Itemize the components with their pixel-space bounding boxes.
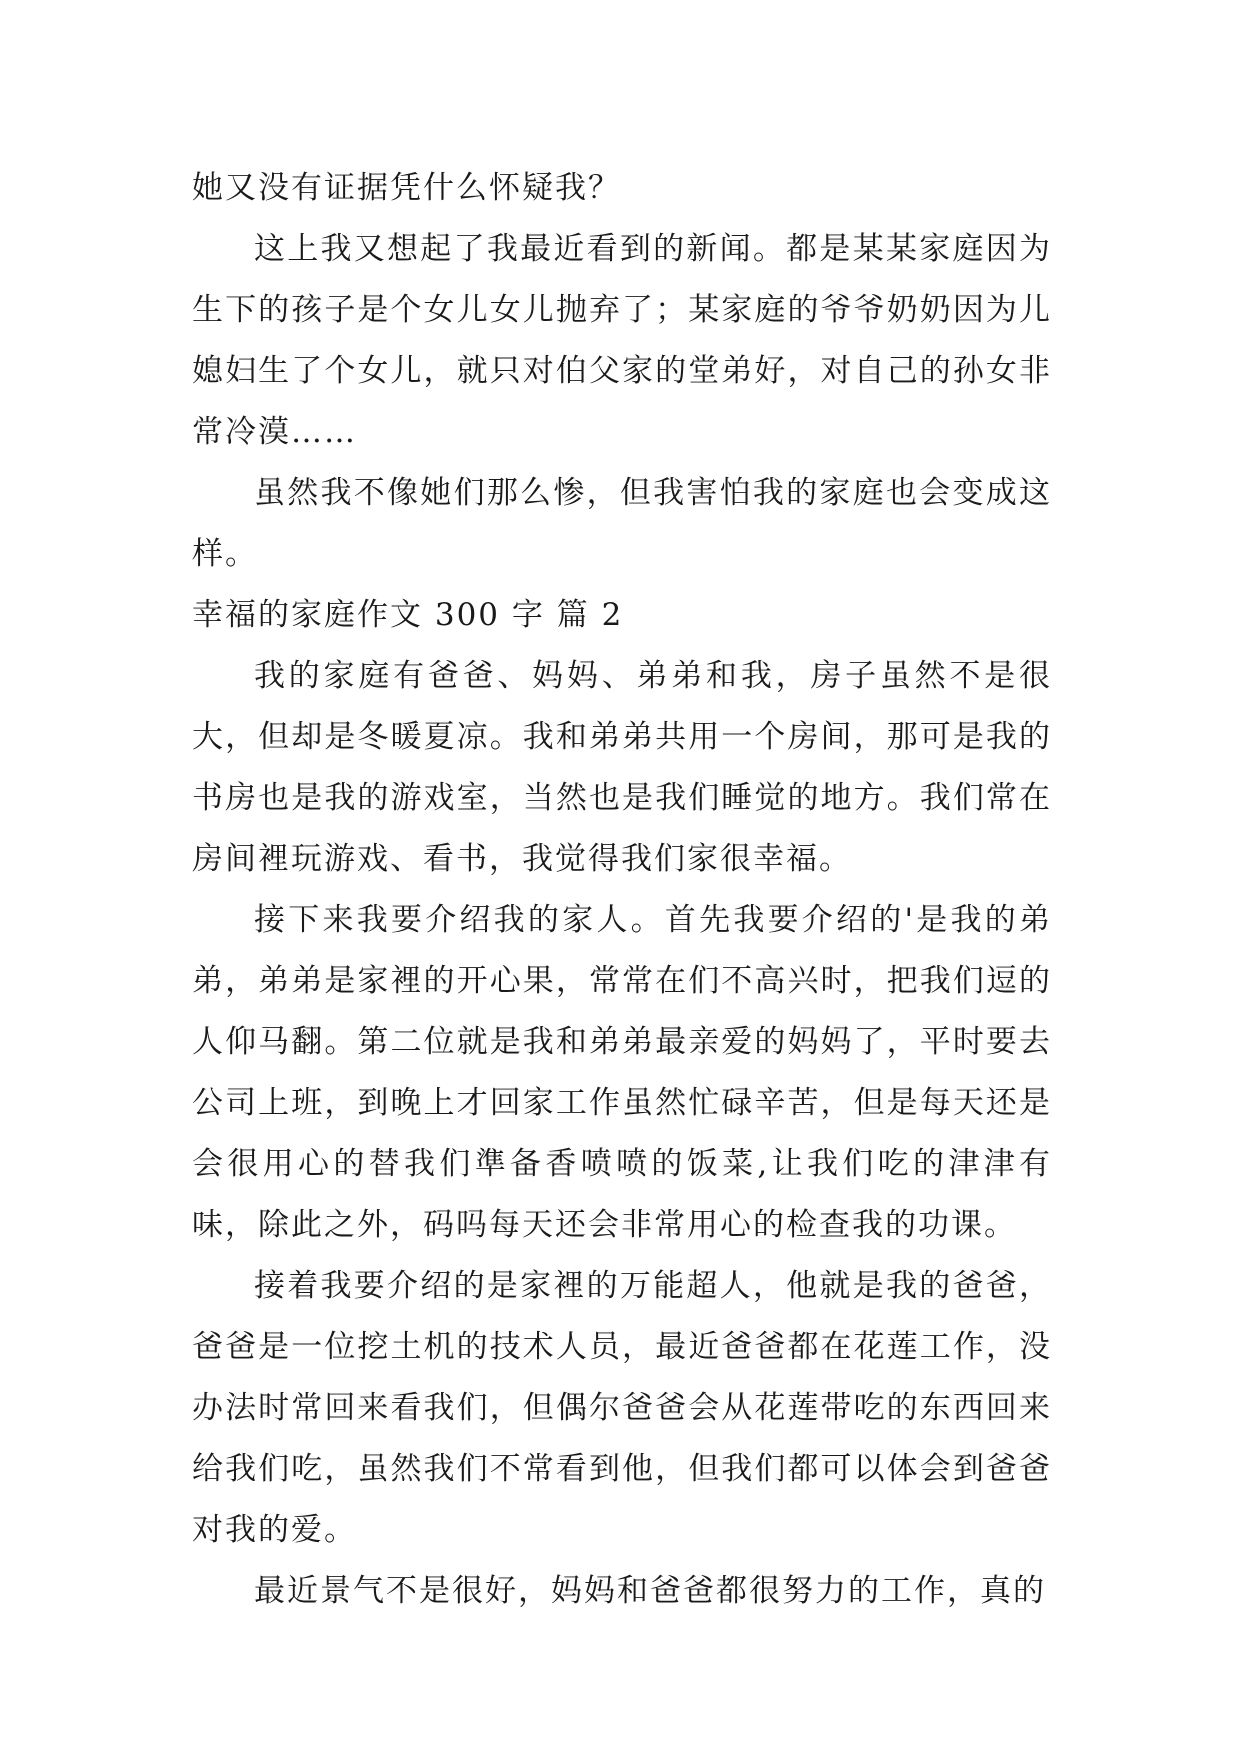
paragraph: 我的家庭有爸爸、妈妈、弟弟和我，房子虽然不是很大，但却是冬暖夏凉。我和弟弟共用一个房间，那可是我的书房也是我的游戏室，当然也是我们睡觉的地方。我们常在房间裡玩游戏、看书，我觉得我们家很幸福。 [192, 658, 1052, 877]
paragraph: 最近景气不是很好，妈妈和爸爸都很努力的工作，真的 [254, 1573, 1046, 1609]
paragraph: 她又没有证据凭什么怀疑我？ [192, 170, 621, 206]
document-body [192, 158, 1052, 1622]
paragraph: 接着我要介绍的是家裡的万能超人，他就是我的爸爸，爸爸是一位挖土机的技术人员，最近爸爸都在花莲工作，没办法时常回来看我们，但偶尔爸爸会从花莲带吃的东西回来给我们吃，虽然我们不常看到他，但我们都可以体会到爸爸对我的爱。 [192, 1268, 1052, 1548]
paragraph: 这上我又想起了我最近看到的新闻。都是某某家庭因为生下的孩子是个女儿女儿抛弃了；某家庭的爷爷奶奶因为儿媳妇生了个女儿，就只对伯父家的堂弟好，对自己的孙女非常冷漠…… [192, 231, 1052, 450]
paragraph: 接下来我要介绍我的家人。首先我要介绍的'是我的弟弟，弟弟是家裡的开心果，常常在们不高兴时，把我们逗的人仰马翻。第二位就是我和弟弟最亲爱的妈妈了，平时要去公司上班，到晚上才回家工作虽然忙碌辛苦，但是每天还是会很用心的替我们準备香喷喷的饭菜,让我们吃的津津有味，除此之外，码吗每天还会非常用心的检查我的功课。 [192, 902, 1052, 1243]
section-heading: 幸福的家庭作文 300 字 篇 2 [192, 597, 624, 633]
paragraph: 虽然我不像她们那么惨，但我害怕我的家庭也会变成这样。 [192, 475, 1052, 572]
